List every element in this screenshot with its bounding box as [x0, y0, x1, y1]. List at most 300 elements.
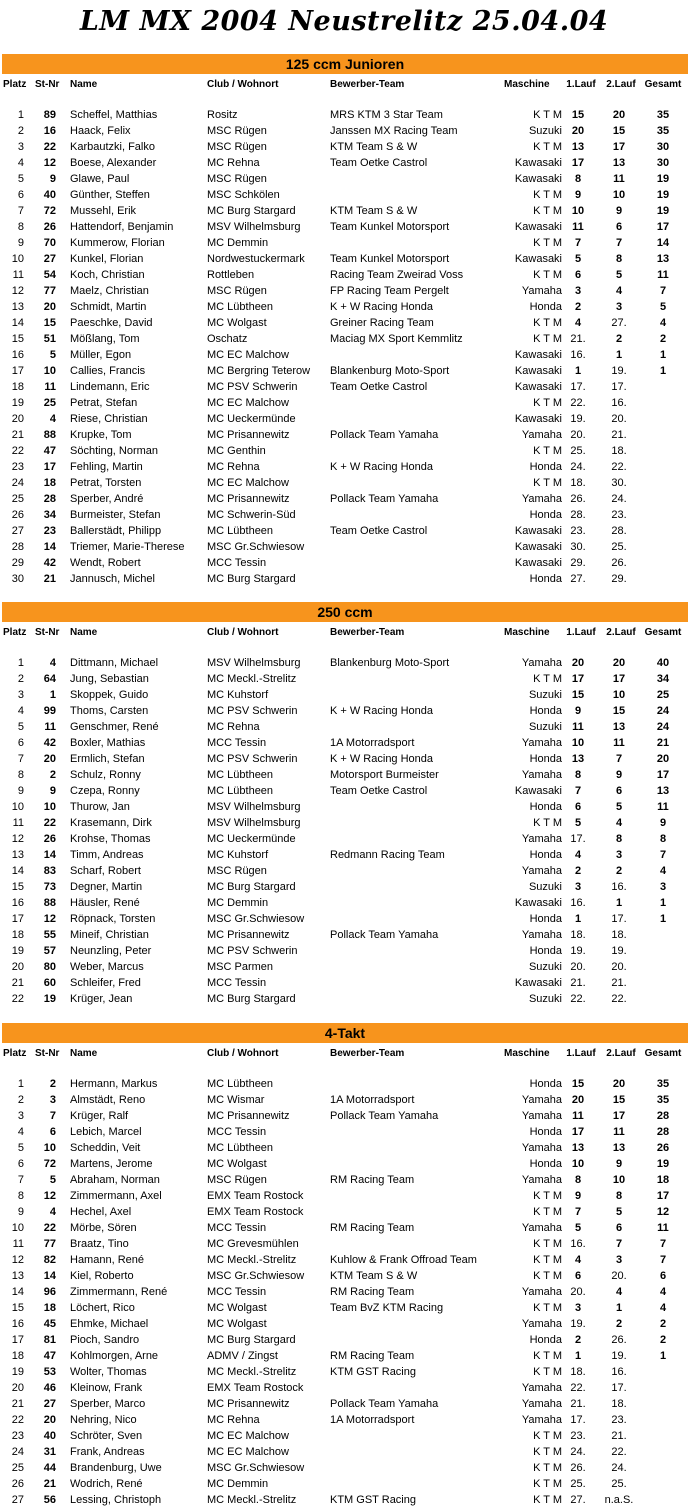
table-row: [0, 459, 688, 475]
machine-cell: Honda: [529, 509, 562, 521]
gesamt-cell: 7: [659, 849, 667, 861]
col-stnr: St-Nr: [35, 1048, 60, 1059]
table-row: [0, 491, 688, 507]
platz-cell: 22: [11, 1414, 24, 1426]
lauf2-cell: 8: [615, 253, 623, 265]
lauf1-cell: 5: [574, 253, 582, 265]
club-cell: MC Rehna: [207, 157, 260, 169]
team-cell: 1A Motorradsport: [330, 737, 415, 749]
lauf1-cell: 9: [574, 189, 582, 201]
lauf2-cell: 10: [612, 1174, 626, 1186]
team-cell: 1A Motorradsport: [330, 1094, 415, 1106]
table-row: [0, 1140, 688, 1156]
rider-name-cell: Wodrich, René: [70, 1478, 143, 1490]
col-lauf1: 1.Lauf: [566, 79, 596, 90]
start-number-cell: 56: [43, 1494, 56, 1506]
start-number-cell: 22: [43, 1222, 56, 1234]
platz-cell: 13: [11, 301, 24, 313]
lauf2-cell: 3: [615, 849, 623, 861]
machine-cell: Kawasaki: [514, 525, 562, 537]
table-row: [0, 123, 688, 139]
start-number-cell: 14: [43, 1270, 56, 1282]
lauf2-cell: 16.: [611, 397, 627, 409]
lauf1-cell: 2: [574, 1334, 582, 1346]
table-row: [0, 555, 688, 571]
platz-cell: 9: [17, 785, 24, 797]
platz-cell: 3: [17, 1110, 24, 1122]
lauf2-cell: 1: [615, 349, 623, 361]
machine-cell: Honda: [529, 1078, 562, 1090]
lauf2-cell: 11: [613, 1126, 625, 1138]
table-row: [0, 1460, 688, 1476]
lauf2-cell: 6: [615, 221, 623, 233]
machine-cell: Kawasaki: [514, 977, 562, 989]
rider-name-cell: Scheffel, Matthias: [70, 109, 158, 121]
team-cell: Team Oetke Castrol: [330, 525, 428, 537]
start-number-cell: 23: [43, 525, 56, 537]
lauf1-cell: 7: [574, 785, 582, 797]
machine-cell: Yamaha: [521, 1174, 562, 1186]
club-cell: MC Prisannewitz: [207, 429, 290, 441]
lauf1-cell: 11: [572, 1110, 584, 1122]
machine-cell: Suzuki: [528, 961, 562, 973]
platz-cell: 12: [11, 285, 24, 297]
col-club: Club / Wohnort: [207, 1048, 279, 1059]
club-cell: MC Meckl.-Strelitz: [207, 1494, 297, 1506]
club-cell: MC Prisannewitz: [207, 929, 290, 941]
machine-cell: K T M: [533, 817, 562, 829]
start-number-cell: 47: [43, 445, 56, 457]
lauf2-cell: 2: [615, 865, 623, 877]
start-number-cell: 57: [43, 945, 56, 957]
section-header-4takt: 4-Takt: [2, 1023, 688, 1043]
platz-cell: 1: [17, 657, 24, 669]
platz-cell: 28: [11, 541, 24, 553]
lauf1-cell: 25.: [570, 1478, 586, 1490]
club-cell: EMX Team Rostock: [207, 1382, 304, 1394]
start-number-cell: 2: [49, 769, 56, 781]
table-row: [0, 107, 688, 123]
table-row: [0, 1348, 688, 1364]
lauf2-cell: 19.: [611, 365, 627, 377]
machine-cell: K T M: [533, 141, 562, 153]
start-number-cell: 47: [43, 1350, 56, 1362]
club-cell: MC Kuhstorf: [207, 849, 269, 861]
lauf1-cell: 10: [571, 737, 585, 749]
start-number-cell: 21: [43, 573, 56, 585]
lauf2-cell: 20.: [611, 1270, 627, 1282]
lauf2-cell: 23.: [611, 509, 627, 521]
rider-name-cell: Petrat, Torsten: [70, 477, 142, 489]
gesamt-cell: 24: [656, 721, 670, 733]
platz-cell: 12: [11, 1254, 24, 1266]
machine-cell: Yamaha: [521, 865, 562, 877]
machine-cell: K T M: [533, 1206, 562, 1218]
rider-name-cell: Thurow, Jan: [70, 801, 130, 813]
team-cell: KTM Team S & W: [330, 205, 418, 217]
lauf2-cell: 7: [615, 237, 623, 249]
lauf1-cell: 19.: [570, 413, 586, 425]
machine-cell: Suzuki: [528, 881, 562, 893]
club-cell: MC PSV Schwerin: [207, 705, 298, 717]
table-row: [0, 719, 688, 735]
platz-cell: 21: [11, 977, 24, 989]
col-platz: Platz: [3, 627, 27, 638]
rider-name-cell: Kiel, Roberto: [70, 1270, 134, 1282]
lauf2-cell: 6: [615, 785, 623, 797]
club-cell: MC Wolgast: [207, 317, 267, 329]
gesamt-cell: 1: [659, 913, 667, 925]
rider-name-cell: Röpnack, Torsten: [70, 913, 156, 925]
start-number-cell: 77: [43, 285, 56, 297]
platz-cell: 17: [11, 1334, 24, 1346]
start-number-cell: 22: [43, 817, 56, 829]
start-number-cell: 17: [43, 461, 56, 473]
club-cell: MC Lübtheen: [207, 785, 274, 797]
machine-cell: Yamaha: [521, 1382, 562, 1394]
lauf2-cell: 6: [615, 1222, 623, 1234]
team-cell: K + W Racing Honda: [330, 705, 434, 717]
rider-name-cell: Frank, Andreas: [70, 1446, 145, 1458]
col-club: Club / Wohnort: [207, 79, 279, 90]
platz-cell: 5: [17, 173, 24, 185]
club-cell: MC Meckl.-Strelitz: [207, 673, 297, 685]
lauf2-cell: 22.: [611, 461, 627, 473]
club-cell: MC Meckl.-Strelitz: [207, 1254, 297, 1266]
lauf1-cell: 15: [571, 1078, 585, 1090]
gesamt-cell: 4: [659, 865, 667, 877]
start-number-cell: 19: [43, 993, 56, 1005]
team-cell: Team Kunkel Motorsport: [330, 253, 450, 265]
club-cell: MC Prisannewitz: [207, 1398, 290, 1410]
rider-name-cell: Ermlich, Stefan: [70, 753, 145, 765]
rider-name-cell: Söchting, Norman: [70, 445, 159, 457]
team-cell: Blankenburg Moto-Sport: [330, 365, 450, 377]
machine-cell: Honda: [529, 573, 562, 585]
lauf1-cell: 20.: [570, 429, 586, 441]
col-team: Bewerber-Team: [330, 1048, 405, 1059]
table-row: [0, 671, 688, 687]
lauf2-cell: 5: [615, 1206, 623, 1218]
page-title: LM MX 2004 Neustrelitz 25.04.04: [79, 6, 609, 37]
start-number-cell: 10: [43, 1142, 56, 1154]
rider-name-cell: Fehling, Martin: [70, 461, 143, 473]
gesamt-cell: 28: [656, 1110, 670, 1122]
rider-name-cell: Müller, Egon: [70, 349, 132, 361]
machine-cell: Yamaha: [521, 1110, 562, 1122]
start-number-cell: 22: [43, 141, 56, 153]
lauf2-cell: 15: [612, 705, 626, 717]
lauf1-cell: 4: [574, 1254, 582, 1266]
machine-cell: Yamaha: [521, 833, 562, 845]
gesamt-cell: 13: [656, 785, 670, 797]
start-number-cell: 80: [43, 961, 56, 973]
machine-cell: Honda: [529, 849, 562, 861]
lauf1-cell: 10: [571, 1158, 585, 1170]
lauf2-cell: 17.: [611, 381, 627, 393]
gesamt-cell: 35: [656, 1078, 670, 1090]
start-number-cell: 9: [49, 173, 56, 185]
table-row: [0, 571, 688, 587]
machine-cell: K T M: [533, 205, 562, 217]
team-cell: K + W Racing Honda: [330, 461, 434, 473]
club-cell: MC EC Malchow: [207, 1446, 289, 1458]
lauf1-cell: 18.: [570, 929, 586, 941]
table-row: [0, 847, 688, 863]
table-row: [0, 767, 688, 783]
machine-cell: Yamaha: [521, 737, 562, 749]
platz-cell: 29: [11, 557, 24, 569]
platz-cell: 10: [11, 253, 24, 265]
team-cell: Blankenburg Moto-Sport: [330, 657, 450, 669]
table-row: [0, 379, 688, 395]
rider-name-cell: Pioch, Sandro: [70, 1334, 140, 1346]
machine-cell: Suzuki: [528, 125, 562, 137]
lauf1-cell: 7: [574, 1206, 582, 1218]
club-cell: MSV Wilhelmsburg: [207, 657, 301, 669]
club-cell: MC Burg Stargard: [207, 1334, 296, 1346]
club-cell: MC Burg Stargard: [207, 993, 296, 1005]
club-cell: MSC Rügen: [207, 125, 267, 137]
rider-name-cell: Triemer, Marie-Therese: [70, 541, 185, 553]
platz-cell: 11: [12, 1238, 24, 1250]
rider-name-cell: Paeschke, David: [70, 317, 153, 329]
platz-cell: 20: [11, 961, 24, 973]
rider-name-cell: Haack, Felix: [70, 125, 131, 137]
platz-cell: 7: [17, 205, 24, 217]
machine-cell: Honda: [529, 753, 562, 765]
club-cell: MCC Tessin: [207, 1126, 267, 1138]
start-number-cell: 70: [43, 237, 56, 249]
lauf2-cell: 8: [615, 1190, 623, 1202]
club-cell: MC EC Malchow: [207, 397, 289, 409]
col-club: Club / Wohnort: [207, 627, 279, 638]
club-cell: MC Demmin: [207, 237, 269, 249]
club-cell: MC Rehna: [207, 461, 260, 473]
lauf2-cell: 27.: [611, 317, 627, 329]
club-cell: MSC Parmen: [207, 961, 274, 973]
rider-name-cell: Burmeister, Stefan: [70, 509, 161, 521]
start-number-cell: 46: [43, 1382, 56, 1394]
col-maschine: Maschine: [504, 1048, 550, 1059]
lauf1-cell: 13: [571, 141, 585, 153]
start-number-cell: 3: [49, 1094, 56, 1106]
team-cell: Pollack Team Yamaha: [330, 1398, 439, 1410]
machine-cell: K T M: [533, 477, 562, 489]
table-row: [0, 523, 688, 539]
gesamt-cell: 34: [656, 673, 670, 685]
machine-cell: Honda: [529, 1158, 562, 1170]
gesamt-cell: 28: [656, 1126, 670, 1138]
lauf1-cell: 15: [571, 689, 585, 701]
table-row: [0, 959, 688, 975]
team-cell: KTM Team S & W: [330, 141, 418, 153]
lauf2-cell: 9: [615, 769, 623, 781]
rider-name-cell: Martens, Jerome: [70, 1158, 153, 1170]
start-number-cell: 64: [43, 673, 56, 685]
start-number-cell: 51: [43, 333, 56, 345]
platz-cell: 8: [17, 1190, 24, 1202]
lauf1-cell: 22.: [570, 1382, 586, 1394]
table-row: [0, 235, 688, 251]
col-team: Bewerber-Team: [330, 627, 405, 638]
club-cell: MSC Gr.Schwiesow: [207, 541, 305, 553]
start-number-cell: 4: [49, 657, 56, 669]
gesamt-cell: 1: [659, 897, 667, 909]
lauf1-cell: 11: [572, 221, 584, 233]
lauf2-cell: 4: [615, 817, 623, 829]
start-number-cell: 96: [43, 1286, 56, 1298]
rider-name-cell: Schulz, Ronny: [70, 769, 141, 781]
gesamt-cell: 14: [656, 237, 670, 249]
lauf2-cell: 23.: [611, 1414, 627, 1426]
start-number-cell: 88: [43, 897, 56, 909]
table-row: [0, 267, 688, 283]
rider-name-cell: Karbautzki, Falko: [70, 141, 155, 153]
lauf1-cell: 3: [574, 285, 582, 297]
platz-cell: 11: [12, 269, 24, 281]
team-cell: Team BvZ KTM Racing: [330, 1302, 444, 1314]
lauf2-cell: 17: [612, 673, 626, 685]
table-row: [0, 1124, 688, 1140]
platz-cell: 27: [11, 1494, 24, 1506]
table-row: [0, 395, 688, 411]
team-cell: Greiner Racing Team: [330, 317, 434, 329]
club-cell: MC Lübtheen: [207, 769, 274, 781]
table-row: [0, 1300, 688, 1316]
rider-name-cell: Wolter, Thomas: [70, 1366, 147, 1378]
rider-name-cell: Günther, Steffen: [70, 189, 150, 201]
machine-cell: K T M: [533, 1238, 562, 1250]
rider-name-cell: Skoppek, Guido: [70, 689, 149, 701]
gesamt-cell: 3: [659, 881, 667, 893]
machine-cell: Kawasaki: [514, 221, 562, 233]
start-number-cell: 4: [49, 1206, 56, 1218]
col-lauf2: 2.Lauf: [606, 1048, 636, 1059]
rider-name-cell: Krohse, Thomas: [70, 833, 151, 845]
machine-cell: Yamaha: [521, 1222, 562, 1234]
machine-cell: Yamaha: [521, 1142, 562, 1154]
table-row: [0, 1076, 688, 1092]
machine-cell: Kawasaki: [514, 253, 562, 265]
machine-cell: Suzuki: [528, 993, 562, 1005]
lauf2-cell: 15: [612, 125, 626, 137]
table-row: [0, 1204, 688, 1220]
table-row: [0, 655, 688, 671]
team-cell: KTM GST Racing: [330, 1494, 416, 1506]
machine-cell: Kawasaki: [514, 897, 562, 909]
lauf1-cell: 20: [571, 657, 585, 669]
table-row: [0, 1396, 688, 1412]
lauf1-cell: 25.: [570, 445, 586, 457]
lauf1-cell: 9: [574, 1190, 582, 1202]
start-number-cell: 11: [44, 721, 56, 733]
rider-name-cell: Jannusch, Michel: [70, 573, 155, 585]
table-row: [0, 1284, 688, 1300]
lauf1-cell: 21.: [570, 1398, 586, 1410]
col-team: Bewerber-Team: [330, 79, 405, 90]
start-number-cell: 7: [49, 1110, 56, 1122]
club-cell: MC Grevesmühlen: [207, 1238, 299, 1250]
gesamt-cell: 1: [659, 1350, 667, 1362]
lauf1-cell: 26.: [570, 493, 586, 505]
gesamt-cell: 1: [659, 365, 667, 377]
table-row: [0, 1252, 688, 1268]
table-row: [0, 1220, 688, 1236]
lauf1-cell: 17.: [570, 381, 586, 393]
lauf2-cell: 16.: [611, 881, 627, 893]
lauf1-cell: 17.: [570, 1414, 586, 1426]
gesamt-cell: 2: [659, 333, 667, 345]
platz-cell: 26: [11, 1478, 24, 1490]
lauf1-cell: 22.: [570, 397, 586, 409]
table-row: [0, 975, 688, 991]
gesamt-cell: 12: [656, 1206, 670, 1218]
gesamt-cell: 20: [656, 753, 670, 765]
start-number-cell: 34: [43, 509, 56, 521]
machine-cell: Yamaha: [521, 1286, 562, 1298]
rider-name-cell: Czepa, Ronny: [70, 785, 140, 797]
lauf1-cell: 17.: [570, 833, 586, 845]
col-lauf1: 1.Lauf: [566, 627, 596, 638]
table-row: [0, 443, 688, 459]
platz-cell: 19: [11, 1366, 24, 1378]
lauf1-cell: 13: [571, 753, 585, 765]
rider-name-cell: Dittmann, Michael: [70, 657, 159, 669]
table-row: [0, 1236, 688, 1252]
platz-cell: 4: [17, 157, 24, 169]
lauf2-cell: 11: [613, 173, 625, 185]
machine-cell: K T M: [533, 1462, 562, 1474]
club-cell: MSC Gr.Schwiesow: [207, 913, 305, 925]
table-row: [0, 1412, 688, 1428]
gesamt-cell: 2: [659, 1334, 667, 1346]
team-cell: K + W Racing Honda: [330, 301, 434, 313]
platz-cell: 14: [11, 1286, 24, 1298]
platz-cell: 1: [17, 1078, 24, 1090]
machine-cell: K T M: [533, 109, 562, 121]
club-cell: MC Wismar: [207, 1094, 265, 1106]
lauf2-cell: 13: [612, 721, 626, 733]
lauf2-cell: 20.: [611, 413, 627, 425]
platz-cell: 14: [11, 865, 24, 877]
start-number-cell: 27: [43, 253, 56, 265]
col-gesamt: Gesamt: [644, 79, 682, 90]
machine-cell: Honda: [529, 705, 562, 717]
platz-cell: 26: [11, 509, 24, 521]
lauf1-cell: 20.: [570, 1286, 586, 1298]
table-row: [0, 299, 688, 315]
start-number-cell: 55: [43, 929, 56, 941]
lauf1-cell: 2: [574, 865, 582, 877]
machine-cell: K T M: [533, 333, 562, 345]
lauf2-cell: 21.: [611, 429, 627, 441]
team-cell: Team Oetke Castrol: [330, 785, 428, 797]
lauf1-cell: 3: [574, 1302, 582, 1314]
table-row: [0, 911, 688, 927]
machine-cell: K T M: [533, 1430, 562, 1442]
gesamt-cell: 6: [659, 1270, 667, 1282]
lauf2-cell: 11: [613, 737, 625, 749]
platz-cell: 5: [17, 721, 24, 733]
col-platz: Platz: [3, 79, 27, 90]
machine-cell: K T M: [533, 1270, 562, 1282]
club-cell: Rottleben: [207, 269, 255, 281]
gesamt-cell: 5: [659, 301, 667, 313]
start-number-cell: 26: [43, 833, 56, 845]
table-row: [0, 735, 688, 751]
lauf2-cell: 9: [615, 1158, 623, 1170]
